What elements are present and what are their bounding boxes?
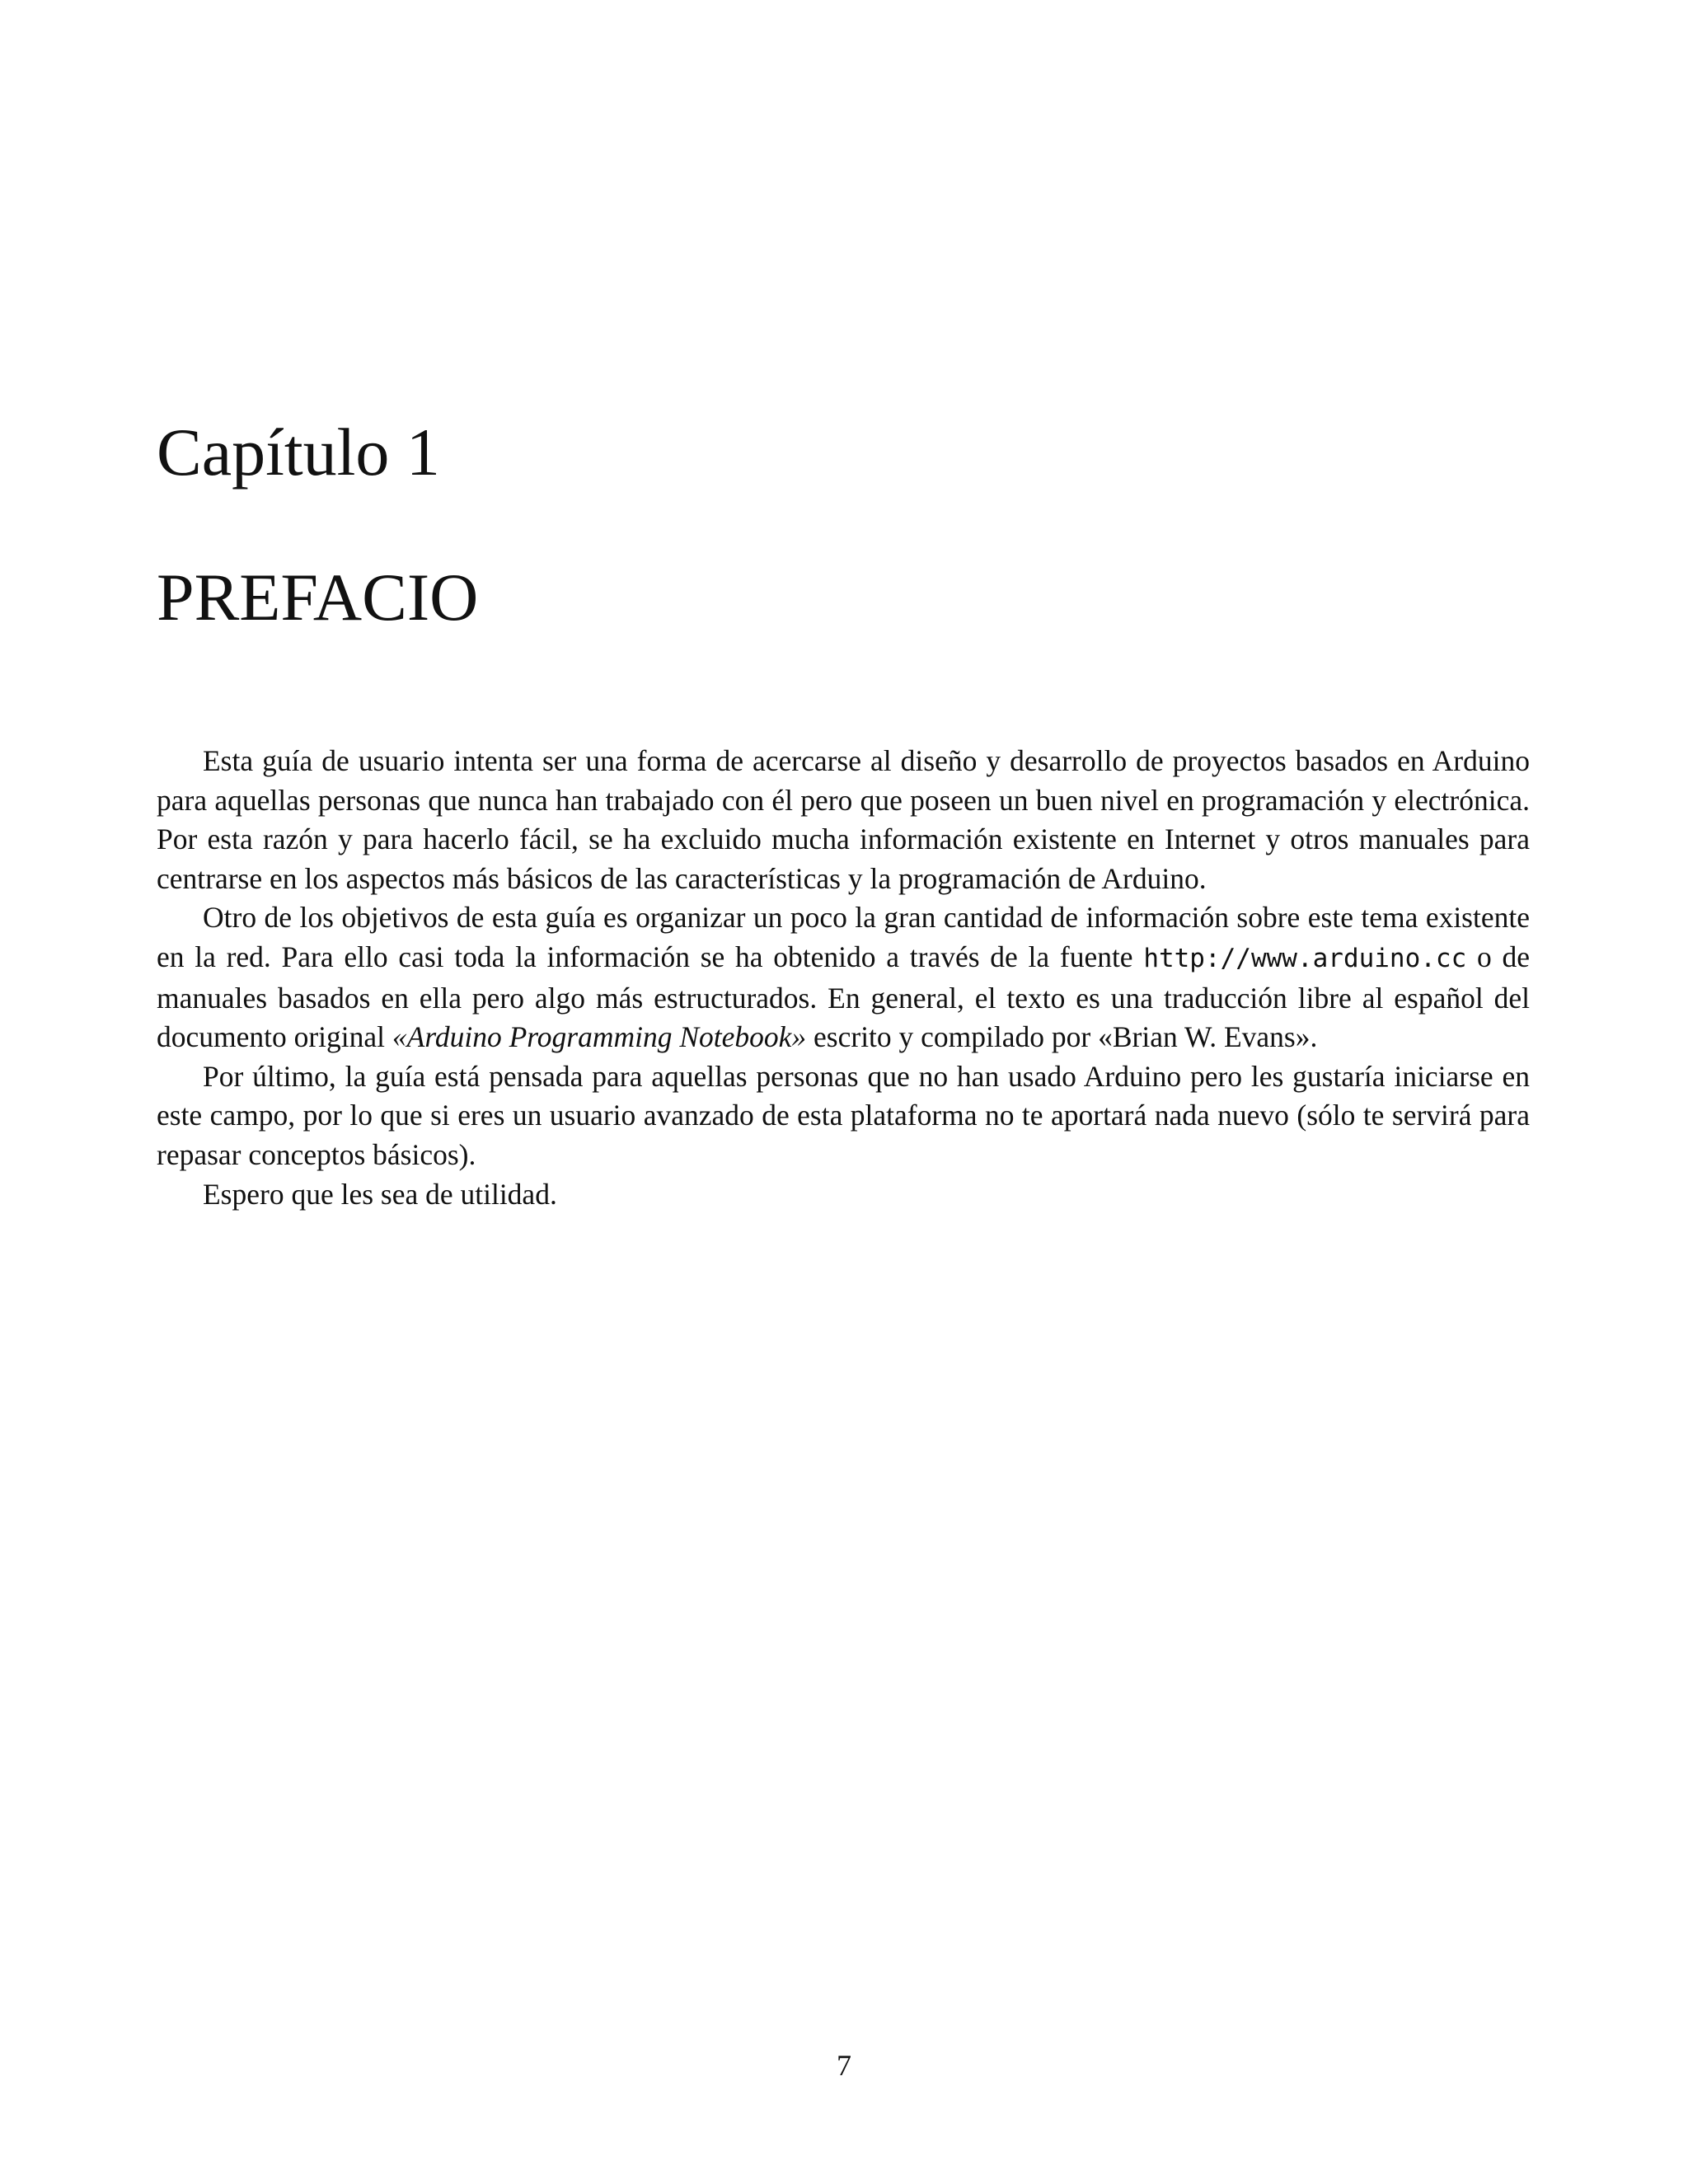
paragraph-closing: Espero que les sea de utilidad. xyxy=(203,1177,557,1211)
paragraph-sources-text-3: escrito y compilado por «Brian W. Evans». xyxy=(806,1020,1318,1054)
chapter-label: Capítulo 1 xyxy=(157,415,440,490)
paragraph-sources-text-1: Otro de los objetivos de esta guía es organizar un poco la gran cantidad de información sobre este tema existente en la red. Para ello casi toda la información se ha obtenido a través de la fuente xyxy=(157,901,1530,973)
paragraph-sources-text-2: o de manuales basados en ella pero algo más estructurados. En general, el texto es una traducción libre al español del documento original xyxy=(157,940,1530,1054)
book-title: «Arduino Programming Notebook» xyxy=(392,1020,807,1054)
preface-body xyxy=(157,742,1530,1214)
arduino-url-link[interactable]: http://www.arduino.cc xyxy=(1143,943,1467,973)
page-number: 7 xyxy=(837,2049,851,2082)
paragraph-sources xyxy=(157,898,1530,1057)
paragraph-audience: Por último, la guía está pensada para aquellas personas que no han usado Arduino pero les gustaría iniciarse en este campo, por lo que si eres un usuario avanzado de esta plataforma no te aportará nada nuevo (sólo te servirá para repasar conceptos básicos). xyxy=(157,1059,1530,1171)
chapter-title: PREFACIO xyxy=(157,560,479,635)
paragraph-intro: Esta guía de usuario intenta ser una forma de acercarse al diseño y desarrollo de proyectos basados en Arduino para aquellas personas que nunca han trabajado con él pero que poseen un buen nivel en programación y electrónica. Por esta razón y para hacerlo fácil, se ha excluido mucha información existente en Internet y otros manuales para centrarse en los aspectos más básicos de las características y la programación de Arduino. xyxy=(157,744,1530,895)
